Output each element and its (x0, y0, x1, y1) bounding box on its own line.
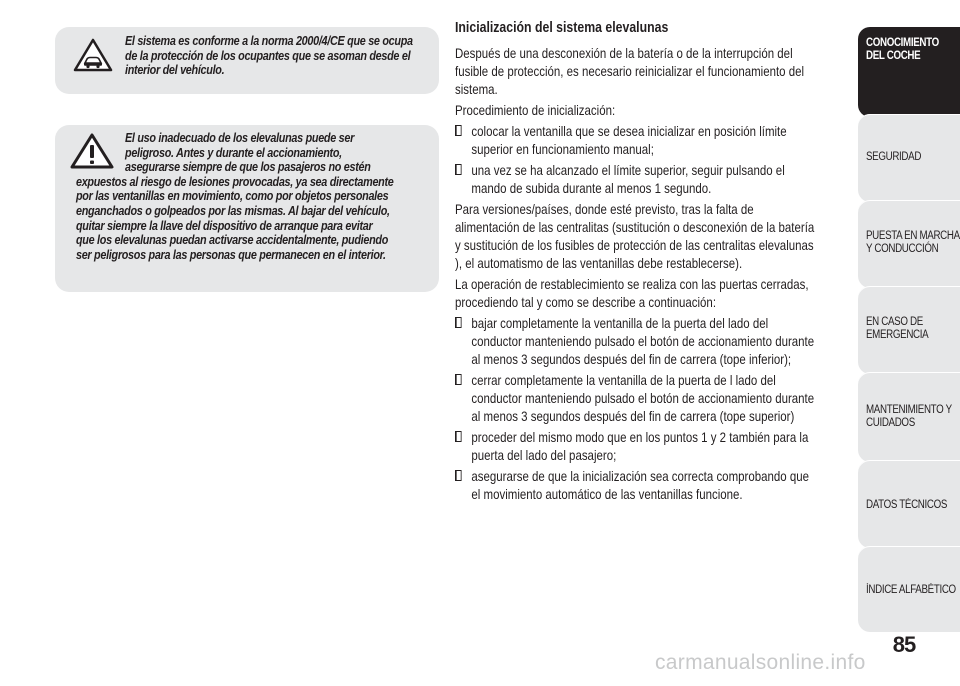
warning-box-standard (55, 27, 439, 94)
list-item: cerrar completamente la ventanilla de la puerta de l lado del conductor manteniendo pulsado el botón de accionamiento durante al menos 3 segundos después del fin de carrera (tope superior) (455, 371, 840, 425)
bullet-box-icon (455, 470, 462, 481)
main-content (455, 18, 925, 506)
versions-paragraph: Para versiones/países, donde esté previsto, tras la falta de alimentación de las centralitas (sustitución o desconexión de la batería y sustitución de los fusibles de protección de las centralitas elevalunas ), el automatismo de las ventanillas debe restablecerse). (455, 201, 815, 271)
warning-text: El sistema es conforme a la norma 2000/4/CE que se ocupa de la protección de los ocupantes que se asoman desde el interior del vehículo. (125, 34, 413, 78)
tab-label: EN CASO DE EMERGENCIA (866, 316, 929, 341)
list-item: colocar la ventanilla que se desea inicializar en posición límite superior en funcionamiento manual; (455, 122, 840, 158)
tab-label: DATOS TÉCNICOS (866, 499, 948, 511)
tab-label: MANTENIMIENTO Y CUIDADOS (866, 404, 952, 429)
tab-puesta-en-marcha[interactable] (858, 200, 960, 288)
bullet-box-icon (455, 317, 462, 328)
list-item: proceder del mismo modo que en los puntos 1 y 2 también para la puerta del lado del pasajero; (455, 428, 840, 464)
reset-paragraph: La operación de restablecimiento se realiza con las puertas cerradas, procediendo tal y como se describe a continuación: (455, 276, 809, 310)
list-item: asegurarse de que la inicialización sea correcta comprobando que el movimiento automático de las ventanillas funcione. (455, 467, 840, 503)
warning-text: El uso inadecuado de los elevalunas puede ser peligroso. Antes y durante el accionamiento, asegurarse siempre de que los pasajeros no estén expuestos al riesgo de lesiones provocadas, ya sea directamente por las ventanillas en movimiento, como por objetos personales enganchados o golpeados por las mismas. Al bajar del vehículo, quitar siempre la llave del dispositivo de arranque para evitar que los elevalunas puedan activarse accidentalmente, pudiendo ser peligrosos para las personas que permanecen en el interior. (75, 131, 394, 262)
page-number: 85 (892, 632, 916, 657)
tab-mantenimiento[interactable] (858, 372, 960, 462)
warning-box-danger (55, 125, 439, 292)
tab-label: CONOCIMIENTO DEL COCHE (866, 37, 939, 62)
bullet-box-icon (455, 164, 462, 175)
tab-label: SEGURIDAD (866, 151, 922, 163)
tab-en-caso-de-emergencia[interactable] (858, 286, 960, 374)
watermark: carmanualsonline.info (655, 651, 866, 674)
tab-datos-tecnicos[interactable] (858, 460, 960, 548)
bullet-box-icon (455, 431, 462, 442)
list-item: una vez se ha alcanzado el límite superior, seguir pulsando el mando de subida durante al menos 1 segundo. (455, 161, 840, 197)
list-item: bajar completamente la ventanilla de la puerta del lado del conductor manteniendo pulsado el botón de accionamiento durante al menos 3 segundos después del fin de carrera (tope inferior); (455, 314, 840, 368)
danger-warning-icon (69, 132, 115, 170)
section-title: Inicialización del sistema elevalunas (455, 19, 669, 36)
bullet-box-icon (455, 125, 462, 136)
car-warning-icon (73, 38, 113, 72)
tab-seguridad[interactable] (858, 114, 960, 202)
tab-indice-alfabetico[interactable] (858, 546, 960, 632)
bullet-box-icon (455, 374, 462, 385)
procedure-label: Procedimiento de inicialización: (455, 102, 616, 118)
tab-label: PUESTA EN MARCHA Y CONDUCCIÓN (866, 230, 960, 255)
tab-conocimiento-del-coche[interactable] (858, 27, 960, 117)
intro-paragraph: Después de una desconexión de la batería o de la interrupción del fusible de protección, es necesario reinicializar el funcionamiento del sistema. (455, 45, 805, 97)
tab-label: ÍNDICE ALFABÉTICO (866, 584, 956, 596)
